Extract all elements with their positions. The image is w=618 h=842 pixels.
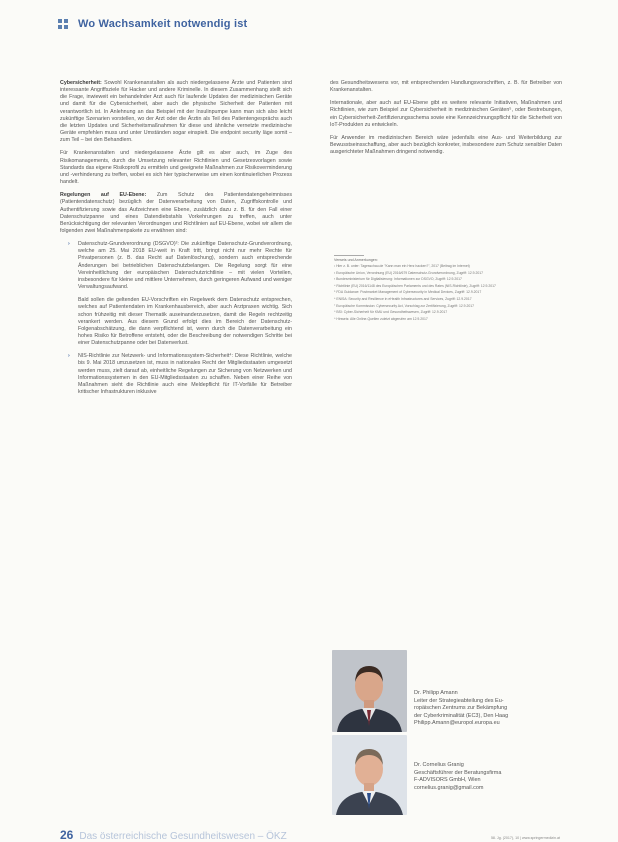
author-role: der Cyberkriminalität (EC3), Den Haag [414,712,509,719]
paragraph-initiativen: Internationale, aber auch auf EU-Ebene gibt es weitere relevante Initiativen, Maßnahmen und Richtlinien, wie zum Beispiel zur Cybersicherheit in medizinischen Geräten⁵, oder Bestrebungen, ein Cybersicherheit-Zertifizierungsschema sowie eine Kennzeichnungspflicht für die Sicherheit von IoT-Produkten zu entwickeln. [330,100,562,128]
bullet-list-2 [68,353,292,396]
author-email: cornelius.granig@gmail.com [414,784,484,791]
paragraph-indent: Bald sollen die geltenden EU-Vorschriften ein Regelwerk dem Datenschutz entsprechen, welches auf Patientendaten im Krankenhausbereich, aber auch Arztpraxen wichtig. Sich schon frühzeitig mit dieser Thematik auseinanderzusetzen, damit die Regeln rechtzeitig verankert werden. Aus diesem Grund erfolgt dies im Bereich der Datenschutz-Folgenabschätzung, die dann verpflichtend ist, wenn durch die Datenverarbeitung ein hohes Risiko für Betroffene entsteht, oder die Beschreibung der notwendigen Schritte bei einer Datenschutzpanne oder bei Datenverlust. [78,297,292,347]
author-role: Leiter der Strategieabteilung des Eu- [414,697,504,704]
page-header [58,18,247,30]
header-dots-icon [58,19,68,29]
footnote-list [334,264,560,322]
footnote-divider [334,255,364,256]
bullet-nis: › NIS-Richtlinie zur Netzwerk- und Informationssystem-Sicherheit⁴: Diese Richtlinie, welche bis 9. Mai 2018 umzusetzen ist, muss in nationales Recht der Mitgliedsstaaten umgesetzt werden muss, zielt darauf ab, einheitliche Regelungen zur Sicherung von Netzwerken und Informationssystemen in den EU-Mitgliedsstaaten zu schaffen. Neben einer Reihe von Maßnahmen sieht die Richtlinie auch eine Meldepflicht für IT-Vorfälle für Betreiber kritischer Infrastrukturen inklusive [68,353,292,396]
portrait-amann-icon [332,650,407,732]
author-photo-granig [332,735,407,815]
page-footer [60,828,560,842]
footnote-item: ⁹ Hinweis: Alle Online-Quellen zuletzt abgerufen am 12.9.2017 [334,316,428,321]
footnote-item: ⁷ Europäische Kommission: Cybersecurity Act, Vorschlag zur Zertifizierung, Zugriff: 12.9.2017 [334,303,475,308]
page-number: 26 [60,828,74,842]
publication-title: Das österreichische Gesundheitswesen – ÖKZ [79,831,287,842]
footnotes-title: Verweis und Anmerkungen: [334,258,378,262]
footnote-item: ³ Bundesministerium für Digitalisierung: Informationen zur DSGVO, Zugriff: 12.9.2017 [334,277,462,282]
paragraph-gesundheitswesen: des Gesundheitswesens vor, mit entsprechenden Handlungsvorschriften, z. B. für Betreiber von Krankenanstalten. [330,80,562,94]
author-role: Geschäftsführer der Beratungsfirma [414,769,502,776]
footnote-item: ⁶ ENISA: Security and Resilience in eHealth Infrastructures and Services, Zugriff: 12.9.2017 [334,297,472,302]
author-bio-granig [414,762,564,792]
footnote-item: ⁴ Richtlinie (EU) 2016/1148 des Europäischen Parlaments und des Rates (NIS-Richtlinie), Zugriff: 12.9.2017 [334,283,496,288]
author-name: Dr. Cornelius Granig [414,762,464,768]
author-bio-amann [414,690,564,728]
paragraph-krankenanstalten: Für Krankenanstalten und niedergelassene Ärzte gilt es aber auch, im Zuge des Risikomanagements, durch die Umsetzung relevanter Richtlinien und Gesetzesvorlagen sowie Standards das eigene Risikoprofil zu ermitteln und geeignete Maßnahmen zur Risikoverminderung und -verhinderung zu treffen, wobei es sich hier typischerweise um einen kontinuierlichen Prozess handelt. [60,150,292,186]
footnote-item: ¹ Hier z. B. unter: Tagesschau.de "Kann man ein Herz hacken?", 2017 (Beitrag im Internet) [334,264,470,269]
paragraph-weiterbildung: Für Anwender im medizinischen Bereich wäre jedenfalls eine Aus- und Weiterbildung zur Bewusstseinsschaffung, aber auch bezüglich konkreter, insbesondere zum Schutz sensibler Daten ausgerichteter Maßnahmen dringend notwendig. [330,134,562,156]
lead-cybersicherheit: Cybersicherheit: [60,80,102,86]
author-role: ropäischen Zentrums zur Bekämpfung [414,705,508,712]
paragraph-cybersicherheit [60,80,292,144]
footnotes [334,255,560,323]
issue-info: 58. Jg. (2017), 10 | www.springermedizin.at [490,836,560,840]
left-column [60,80,292,402]
footnote-item: ⁵ FDA Guidance: Postmarket Management of Cybersecurity in Medical Devices, Zugriff: 12.9.2017 [334,290,482,295]
portrait-granig-icon [332,735,407,815]
footnote-item: ⁸ BSI: Cyber-Sicherheit für KMU und Gesundheitswesen, Zugriff: 12.9.2017 [334,310,448,315]
paragraph-text: Sowohl Krankenanstalten als auch niedergelassene Ärzte und Patienten sind interessante Angriffsziele für Hacker und andere Kriminelle. In diesem Zusammenhang stellt sich die Frage, inwieweit ein behandelnder Arzt auch für laufende Updates der medizinischen Geräte und damit für die Cybersicherheit, aber auch die physische Sicherheit der Patienten mit verantwortlich ist. In Anlehnung an das Beispiel mit der Insulinpumpe kann man sich also leicht zukünftige Szenarien vorstellen, wo der Arzt oder die Ärztin als Teil des Patientengesprächs auch die letzten Updates und Sicherheitsmaßnahmen für diese und ähnliche vernetzte medizinische Geräte empfehlen muss und unter Umständen sogar einspielt. Die endpoint security läge somit – zum Teil – bei den Behandlern. [60,80,292,144]
page-title: Wo Wachsamkeit notwendig ist [78,18,248,30]
footnote-item: ² Europäische Union, Verordnung (EU) 2016/679 Datenschutz-Grundverordnung, Zugriff: 12.9.2017 [334,270,484,275]
bullet-list [68,241,292,291]
author-email: Philipp.Amann@europol.europa.eu [414,720,500,727]
right-column [330,80,562,162]
lead-eu-ebene: Regelungen auf EU-Ebene: [60,192,147,199]
author-role: F-ADVISORS GmbH, Wien [414,777,481,784]
author-name: Dr. Philipp Amann [414,690,458,696]
bullet-dsgvo: › Datenschutz-Grundverordnung (DSGVO)²: Die zukünftige Datenschutz-Grundverordnung, welche am 25. Mai 2018 EU-weit in Kraft tritt, bringt nicht nur mehr Rechte für Privatpersonen (z. B. das Recht auf Datenlöschung), sondern auch entsprechende Änderungen bei betrieblichen Datenschutzbelangen. Die Regelung sorgt für eine Vereinheitlichung der europäischen Datenschutzrichtlinie – mit vielen Vorteilen, insbesondere für kleine und mittlere Unternehmen, durch geringeren Aufwand und weniger Verwaltungsaufwand. [68,241,292,291]
paragraph-eu-ebene [60,192,292,235]
paragraph-text: Zum Schutz des Patientendatengeheimnisses (Patientendatenschutz) bezüglich der Datenverarbeitung von Daten, Zugriffskontrolle und Authentifizierung sowie das Aufzeichnen eine Ebene, zusätzlich dazu z. B. für den Fall einer Datenschutzpanne und eines Datendiebstahls Vorkehrungen zu treffen, auch unter Berücksichtigung der relevanten Verordnungen und Richtlinien auf EU-Ebene, wobei wir allem die folgenden zwei Maßnahmenpakete zu erwähnen sind: [60,192,292,234]
author-photo-amann [332,650,407,732]
